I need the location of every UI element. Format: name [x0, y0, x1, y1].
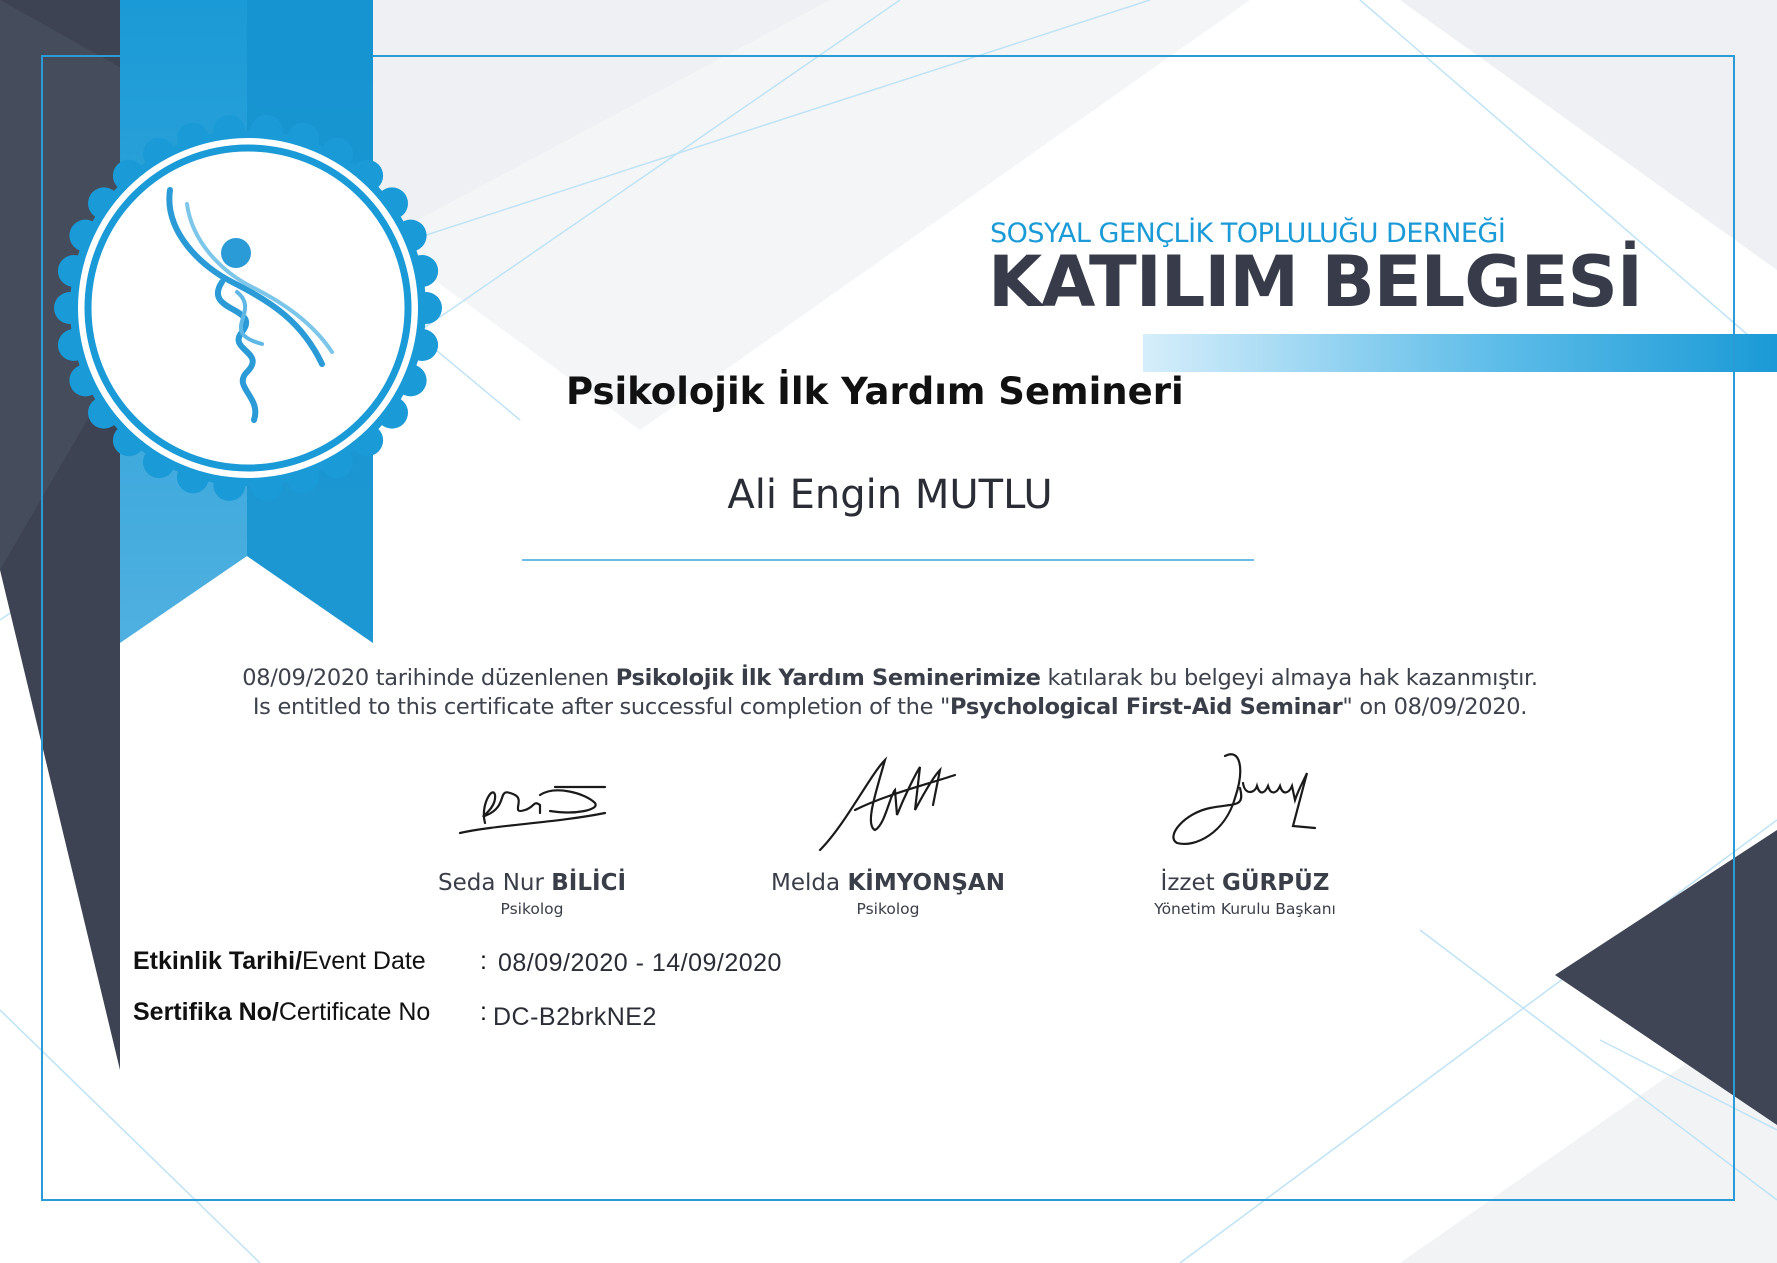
signer-2 [708, 870, 1068, 918]
description-turkish [150, 665, 1630, 691]
badge-seal [52, 112, 444, 504]
signature-2 [815, 755, 965, 855]
signature-3 [1165, 748, 1325, 858]
signer-first-name: Melda [771, 870, 841, 896]
description-tr-post: katılarak bu belgeyi almaya hak kazanmıştır. [1040, 665, 1538, 691]
signer-last-name: GÜRPÜZ [1221, 870, 1330, 896]
event-date-label-bold: Etkinlik Tarihi/ [133, 947, 303, 975]
description-en-pre: Is entitled to this certificate after successful completion of the " [252, 694, 951, 720]
certificate-no-label [133, 998, 430, 1027]
recipient-name: Ali Engin MUTLU [727, 472, 1053, 518]
description-en-post: " on 08/09/2020. [1342, 694, 1528, 720]
seminar-title: Psikolojik İlk Yardım Semineri [566, 370, 1184, 413]
signer-last-name: BİLİCİ [551, 870, 627, 896]
signer-name [352, 870, 712, 896]
recipient-underline [522, 559, 1254, 561]
signer-role: Yönetim Kurulu Başkanı [1154, 900, 1336, 918]
signer-3 [1065, 870, 1425, 918]
signature-1 [455, 765, 615, 840]
description-tr-pre: 08/09/2020 tarihinde düzenlenen [242, 665, 616, 691]
signer-last-name: KİMYONŞAN [847, 870, 1005, 896]
signer-name [1065, 870, 1425, 896]
signer-1 [352, 870, 712, 918]
signer-role: Psikolog [856, 900, 920, 918]
event-date-value: 08/09/2020 - 14/09/2020 [498, 949, 782, 977]
event-date-label-regular: Event Date [302, 947, 426, 975]
description-english [150, 694, 1630, 720]
certificate-title: KATILIM BELGESİ [988, 241, 1642, 323]
signer-first-name: İzzet [1160, 870, 1215, 896]
certificate-no-label-regular: Certificate No [278, 998, 431, 1026]
signer-name [708, 870, 1068, 896]
description-tr-bold: Psikolojik İlk Yardım Seminerimize [615, 665, 1041, 691]
certificate-no-label-bold: Sertifika No/ [133, 998, 279, 1026]
organization-name: SOSYAL GENÇLİK TOPLULUĞU DERNEĞİ [990, 218, 1506, 249]
certificate-no-value: DC-B2brkNE2 [493, 1003, 657, 1031]
event-date-colon: : [480, 947, 487, 975]
certificate-no-colon: : [480, 998, 487, 1026]
description-en-bold: Psychological First-Aid Seminar [950, 694, 1343, 720]
event-date-label [133, 947, 426, 976]
signer-role: Psikolog [500, 900, 564, 918]
signer-first-name: Seda Nur [437, 870, 544, 896]
